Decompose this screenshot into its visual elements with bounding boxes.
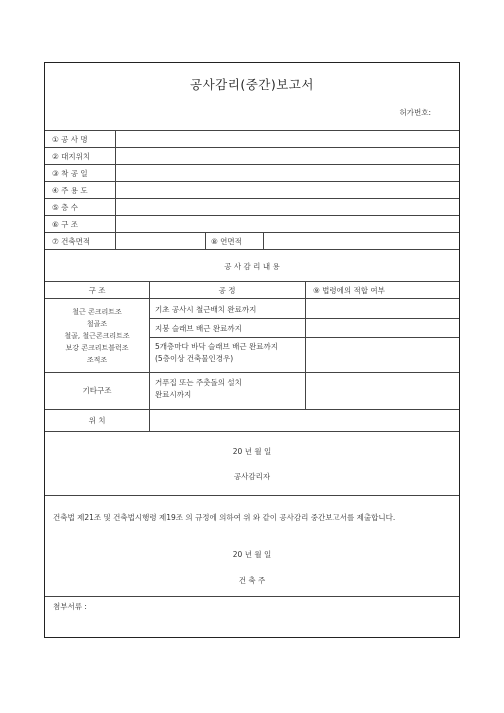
info-row-number: ① bbox=[52, 135, 59, 144]
divider bbox=[45, 181, 459, 182]
attachments-label: 첨부서류 : bbox=[53, 602, 87, 611]
info-row-number: ⑤ bbox=[52, 203, 59, 212]
divider bbox=[45, 281, 459, 282]
info-row-text: 공 사 명 bbox=[61, 135, 88, 144]
compliance-header: ⑨ 법령에의 적합 여부 bbox=[313, 286, 385, 295]
structure-header: 구 조 bbox=[88, 286, 106, 295]
divider bbox=[149, 318, 459, 319]
info-row-label bbox=[52, 151, 90, 162]
info-row-text: 대지위치 bbox=[61, 152, 91, 161]
info-row-label bbox=[52, 185, 88, 196]
info-row-label bbox=[52, 219, 78, 230]
divider bbox=[45, 431, 459, 432]
location-label: 위 치 bbox=[88, 416, 106, 425]
info-row-label bbox=[52, 168, 88, 179]
divider bbox=[205, 232, 206, 249]
divider bbox=[45, 596, 459, 597]
info-row-text: 구 조 bbox=[61, 220, 78, 229]
divider bbox=[45, 249, 459, 250]
process-item: 지붕 슬래브 배근 완료까지 bbox=[155, 324, 242, 333]
structure-group-reinforced: 철근 콘크리트조 철골조 철골, 철근콘크리트조 보강 콘크리트블럭조 조적조 bbox=[64, 308, 130, 364]
building-area-label: ⑦ 건축면적 bbox=[52, 237, 91, 246]
info-row-text: 주 용 도 bbox=[61, 186, 88, 195]
divider bbox=[45, 147, 459, 148]
total-floor-area-label: ⑧ 연면적 bbox=[211, 237, 242, 246]
info-row-number: ③ bbox=[52, 169, 59, 178]
divider bbox=[45, 495, 459, 496]
page-title: 공사감리(중간)보고서 bbox=[190, 77, 314, 92]
structure-group-other: 기타구조 bbox=[82, 386, 112, 395]
divider bbox=[45, 215, 459, 216]
process-item: 5개층마다 바닥 슬래브 배근 완료까지 (5층이상 건축물인경우) bbox=[155, 342, 278, 363]
owner-label: 건 축 주 bbox=[238, 576, 266, 585]
info-row-number: ④ bbox=[52, 186, 59, 195]
info-row-number: ⑥ bbox=[52, 220, 59, 229]
date-line: 20 년 월 일 bbox=[232, 550, 272, 559]
process-item: 거푸집 또는 주춧돌의 설치 완료시까지 bbox=[155, 378, 242, 399]
divider bbox=[45, 198, 459, 199]
date-line: 20 년 월 일 bbox=[232, 447, 272, 456]
divider bbox=[45, 409, 459, 410]
divider bbox=[45, 164, 459, 165]
info-row-text: 층 수 bbox=[61, 203, 78, 212]
process-item: 기초 공사시 철근배치 완료까지 bbox=[155, 305, 257, 314]
divider bbox=[115, 130, 116, 249]
info-row-label bbox=[52, 202, 78, 213]
divider bbox=[45, 232, 459, 233]
divider bbox=[305, 281, 306, 409]
divider bbox=[45, 130, 459, 131]
process-header: 공 정 bbox=[218, 286, 236, 295]
permit-number-label: 허가번호: bbox=[399, 108, 431, 117]
statement-text: 건축법 제21조 및 건축법시행령 제19조 의 규정에 의하여 위 와 같이 공사감리 중간보고서를 제출합니다. bbox=[53, 513, 396, 522]
report-form bbox=[44, 62, 460, 638]
info-row-number: ② bbox=[52, 152, 59, 161]
info-row-text: 착 공 일 bbox=[61, 169, 88, 178]
supervision-content-header: 공 사 감 리 내 용 bbox=[224, 262, 280, 271]
divider bbox=[45, 298, 459, 299]
divider bbox=[45, 372, 459, 373]
divider bbox=[149, 337, 459, 338]
supervisor-label: 공사감리자 bbox=[233, 472, 271, 481]
divider bbox=[263, 232, 264, 249]
info-row-label bbox=[52, 134, 88, 145]
